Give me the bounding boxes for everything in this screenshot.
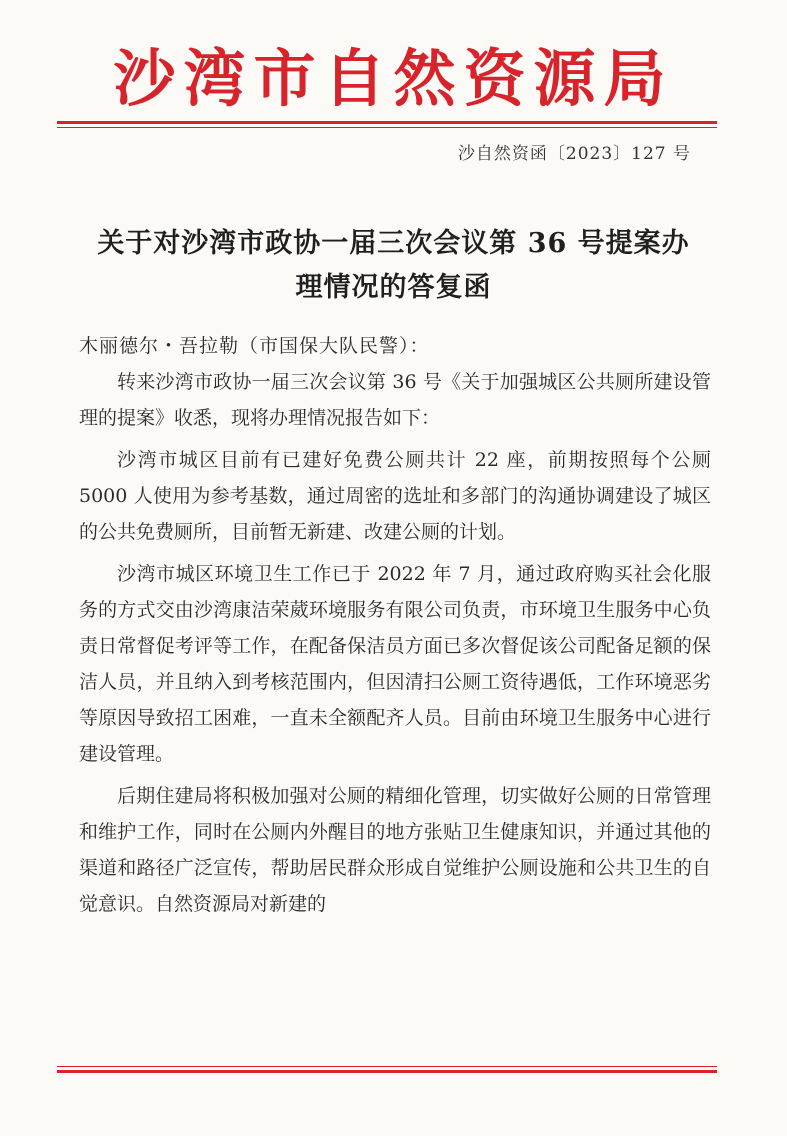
body-paragraph: 沙湾市城区环境卫生工作已于 2022 年 7 月，通过政府购买社会化服务的方式交由沙湾康洁荣葳环境服务有限公司负责，市环境卫生服务中心负责日常督促考评等工作，在配备保洁员方面已多次督促该公司配备足额的保洁人员，并且纳入到考核范围内，但因清扫公厕工资待遇低，工作环境恶劣等原因导致招工困难，一直未全额配齐人员。目前由环境卫生服务中心进行建设管理。 [79, 563, 711, 765]
footer-rule-thin [57, 1066, 717, 1067]
letter-title [60, 222, 727, 310]
salutation: 木丽德尔・吾拉勒（市国保大队民警）： [79, 335, 430, 357]
letterhead-organization: 沙湾市自然资源局 [113, 42, 674, 115]
letter-title-line2: 理情况的答复函 [295, 272, 492, 303]
letterhead-rule-thin [57, 127, 717, 128]
body-paragraph: 转来沙湾市政协一届三次会议第 36 号《关于加强城区公共厕所建设管理的提案》收悉，现将办理情况报告如下： [79, 371, 711, 429]
document-number: 沙自然资函〔2023〕127 号 [457, 144, 691, 164]
footer-rule-thick [57, 1070, 717, 1073]
body-paragraph: 后期住建局将积极加强对公厕的精细化管理，切实做好公厕的日常管理和维护工作，同时在公厕内外醒目的地方张贴卫生健康知识，并通过其他的渠道和路径广泛宣传，帮助居民群众形成自觉维护公厕设施和公共卫生的自觉意识。自然资源局对新建的 [79, 785, 711, 915]
letterhead-rule-thick [57, 121, 717, 124]
letter-body [79, 364, 711, 928]
letter-title-line1: 关于对沙湾市政协一届三次会议第 36 号提案办 [97, 228, 690, 259]
body-paragraph: 沙湾市城区目前有已建好免费公厕共计 22 座，前期按照每个公厕 5000 人使用为参考基数，通过周密的选址和多部门的沟通协调建设了城区的公共免费厕所，目前暂无新建、改建公厕的计划。 [79, 449, 711, 543]
